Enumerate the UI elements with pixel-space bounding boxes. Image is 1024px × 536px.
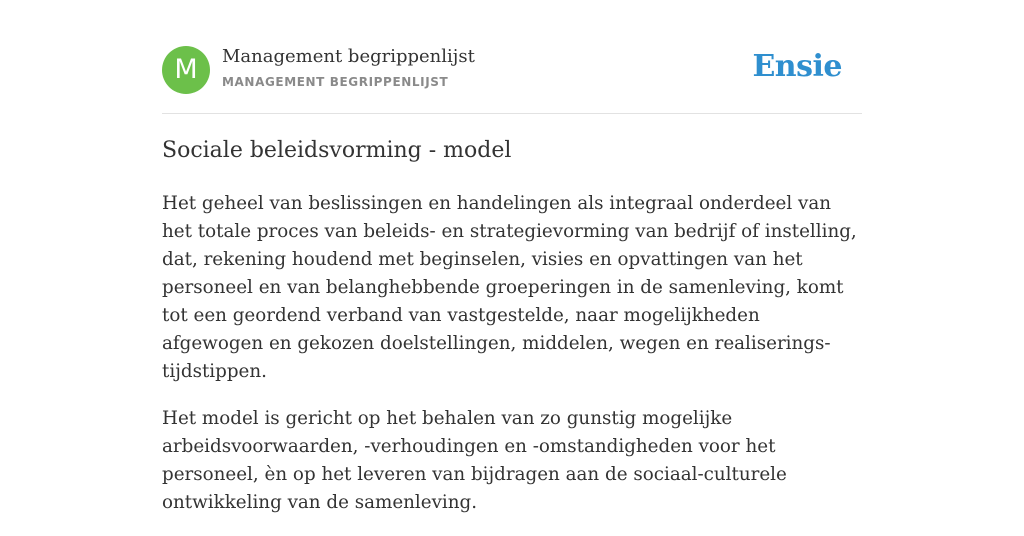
source-subtitle: MANAGEMENT BEGRIPPENLIJST	[222, 75, 449, 89]
source-avatar[interactable]: M	[162, 46, 210, 94]
header-divider	[162, 113, 862, 114]
source-title[interactable]: Management begrippenlijst	[222, 46, 475, 67]
term-title: Sociale beleidsvorming - model	[162, 138, 512, 163]
definition-body	[162, 190, 862, 536]
brand-logo[interactable]: Ensie	[752, 49, 842, 84]
definition-paragraph: Het geheel van beslissingen en handelingen als integraal onderdeel van het totale proces van beleids- en strategievorming van bedrijf of instelling, dat, rekening houdend met beginselen, visies en opvattingen van het personeel en van belanghebbende groeperingen in de samenleving, komt tot een geordend verband van vastgestelde, naar mogelijkheden afgewogen en gekozen doelstellingen, middelen, wegen en realiserings-tijdstippen.	[162, 193, 857, 382]
definition-paragraph: Het model is gericht op het behalen van zo gunstig mogelijke arbeidsvoorwaarden, -verhoudingen en -omstandigheden voor het personeel, èn op het leveren van bijdragen aan de sociaal-culturele ontwikkeling van de samenleving.	[162, 408, 787, 513]
source-header	[162, 46, 862, 96]
